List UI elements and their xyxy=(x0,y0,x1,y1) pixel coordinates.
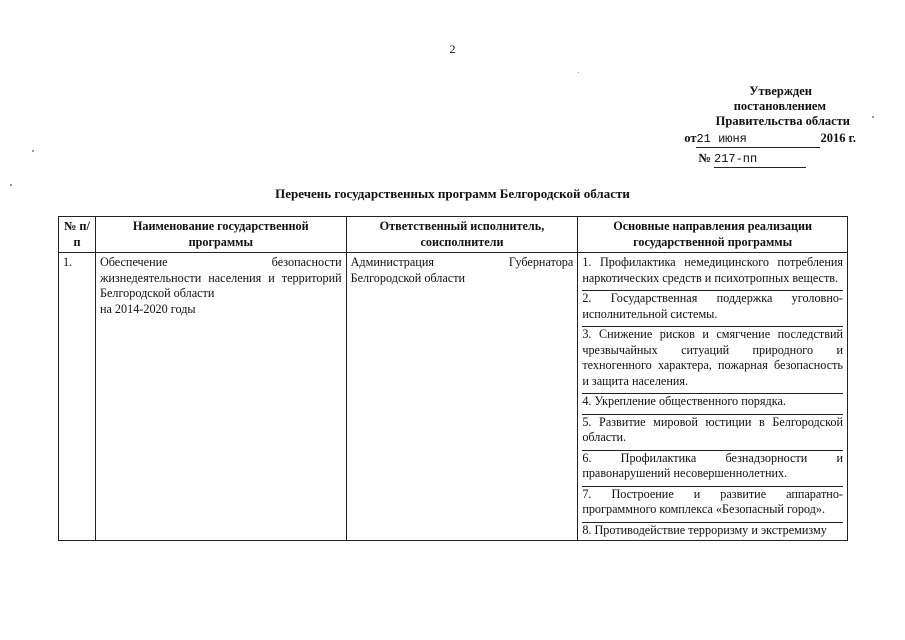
approval-line-resolution: постановлением xyxy=(733,99,826,113)
row-program-name xyxy=(95,253,346,541)
approval-number-value: 217-пп xyxy=(714,152,806,168)
approval-stamp xyxy=(640,84,856,168)
approval-line-approved: Утвержден xyxy=(749,84,812,98)
row-executor: Администрация Губернатора Белгородской области xyxy=(346,253,578,541)
header-executor: Ответственный исполнитель, соисполнители xyxy=(346,217,578,253)
approval-number-prefix: № xyxy=(698,151,711,165)
table-header-row xyxy=(59,217,848,253)
scan-speck xyxy=(32,150,34,152)
programs-table xyxy=(58,216,848,541)
scan-speck xyxy=(578,72,579,73)
approval-date-line xyxy=(640,131,856,148)
approval-date-prefix: от xyxy=(684,131,697,145)
direction-item: 6. Профилактика безнадзорности и правонарушений несовершеннолетних. xyxy=(582,451,843,487)
direction-item: 8. Противодействие терроризму и экстремизму xyxy=(582,522,827,537)
row-directions xyxy=(578,253,848,541)
direction-item: 5. Развитие мировой юстиции в Белгородской области. xyxy=(582,415,843,451)
direction-item: 4. Укрепление общественного порядка. xyxy=(582,394,843,415)
document-title: Перечень государственных программ Белгородской области xyxy=(275,186,630,201)
direction-item: 3. Снижение рисков и смягчение последствий чрезвычайных ситуаций природного и техногенного характера, пожарная безопасность и защита населения. xyxy=(582,327,843,394)
direction-item: 2. Государственная поддержка уголовно-исполнительной системы. xyxy=(582,291,843,327)
approval-line-government: Правительства области xyxy=(715,114,850,128)
program-name-line: Обеспечение безопасности жизнедеятельности населения и территорий Белгородской области xyxy=(99,255,342,300)
table-row xyxy=(59,253,848,541)
approval-date-year: 2016 г. xyxy=(820,131,856,145)
approval-number-line xyxy=(640,151,850,168)
scan-speck xyxy=(872,116,874,118)
row-num: 1. xyxy=(59,253,96,541)
direction-item: 7. Построение и развитие аппаратно-программного комплекса «Безопасный город». xyxy=(582,487,843,523)
approval-date-day-month: 21 июня xyxy=(696,132,820,148)
direction-item: 1. Профилактика немедицинского потребления наркотических средств и психотропных веществ. xyxy=(582,255,843,291)
header-directions: Основные направления реализации государственной программы xyxy=(578,217,848,253)
program-name-line: на 2014-2020 годы xyxy=(99,301,196,316)
scan-speck xyxy=(10,184,12,186)
header-num: № п/п xyxy=(59,217,96,253)
header-program-name: Наименование государственной программы xyxy=(95,217,346,253)
page-number: 2 xyxy=(449,42,456,56)
